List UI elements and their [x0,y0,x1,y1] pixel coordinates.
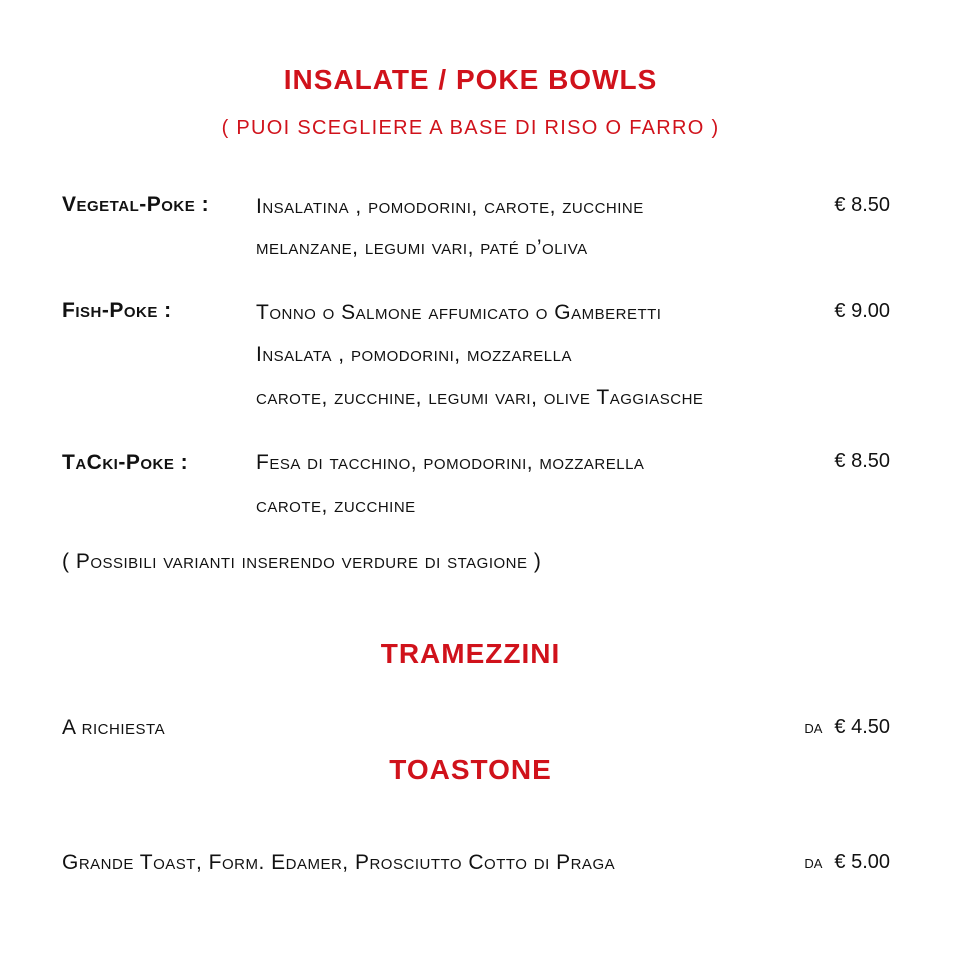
tramezzini-section-title: TRAMEZZINI [380,638,561,669]
toastone-section-title: TOASTONE [389,754,552,785]
menu-item-description-line: carote, zucchine, legumi vari, olive Taggiasche [256,386,704,409]
menu-item-description-line: Insalata , pomodorini, mozzarella [256,343,572,366]
price-value: € 4.50 [834,716,890,738]
menu-item-description-line: Insalatina , pomodorini, carote, zucchine [256,195,644,218]
menu-item-description-line: melanzane, legumi vari, paté d’oliva [256,236,588,259]
price-value: € 5.00 [834,851,890,873]
menu-item-description-line: carote, zucchine [256,494,416,517]
menu-item-name: TaCki-Poke : [62,451,189,474]
menu-item-description-line: Grande Toast, Form. Edamer, Prosciutto Cotto di Praga [62,851,616,874]
insalate-subtitle: ( PUOI SCEGLIERE A BASE DI RISO O FARRO ) [221,117,720,139]
menu-item-description-line: Fesa di tacchino, pomodorini, mozzarella [256,451,645,474]
menu-item-price: € 9.00 [834,300,890,322]
price-prefix: da [804,852,823,872]
menu-item-name: Fish-Poke : [62,299,172,322]
menu-item-price [804,851,890,874]
menu-item-name: Vegetal-Poke : [62,193,210,216]
menu-item-description-line: Tonno o Salmone affumicato o Gamberetti [256,301,662,324]
insalate-section-title: INSALATE / POKE BOWLS [283,64,658,95]
menu-item-description-line: A richiesta [62,716,166,739]
menu-item-price: € 8.50 [834,450,890,472]
insalate-note: ( Possibili varianti inserendo verdure di stagione ) [62,550,542,573]
price-prefix: da [804,717,823,737]
menu-item-price [804,716,890,739]
menu-item-price: € 8.50 [834,194,890,216]
